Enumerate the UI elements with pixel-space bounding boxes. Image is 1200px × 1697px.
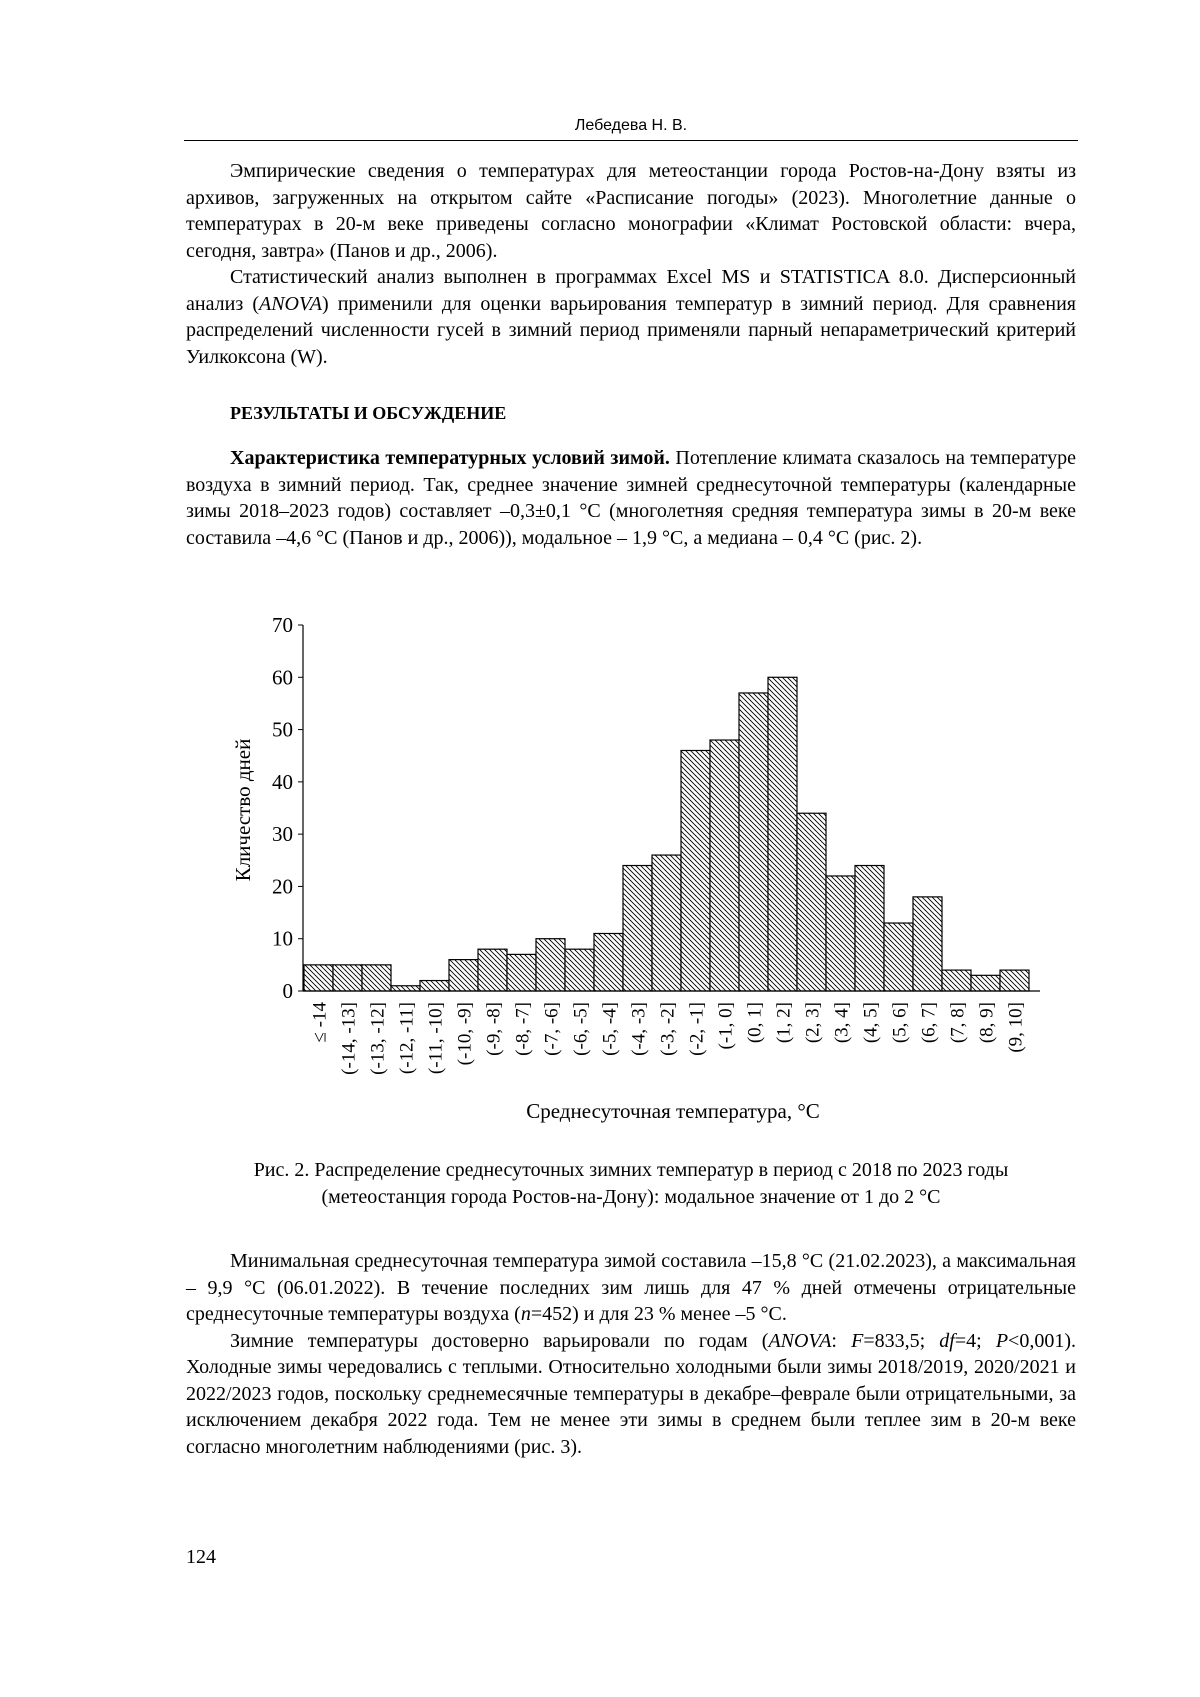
intro-p2-text-b: ) применили для оценки варьирования температур в зимний период. Для сравнения распределений численности гусей в зимний период применяли парный непараметрический критерий Уилкоксона (W). <box>186 292 1076 368</box>
bar-19 <box>855 866 884 991</box>
results-p1-text: Потепление климата сказалось на температуре воздуха в зимний период. Так, среднее значение зимней среднесуточной температуры (календарные зимы 2018–2023 годов) составляет –0,3±0,1 °C (многолетняя средняя температура зимы в 20-м веке составила –4,6 °C (Панов и др., 2006)), модальное – 1,9 °C, а медиана – 0,4 °C (рис. 2). <box>186 447 1076 549</box>
caption-line-1: Рис. 2. Распределение среднесуточных зимних температур в период с 2018 по 2023 годы <box>253 1159 1009 1181</box>
y-tick-label: 40 <box>272 769 293 794</box>
section-heading: РЕЗУЛЬТАТЫ И ОБСУЖДЕНИЕ <box>230 403 507 423</box>
x-tick-label: (-1, 0] <box>715 1002 737 1050</box>
bar-11 <box>623 866 652 991</box>
bar-8 <box>536 939 565 991</box>
f-symbol: F <box>851 1329 864 1352</box>
bar-20 <box>884 923 913 991</box>
x-tick-label: (6, 7] <box>918 1002 940 1044</box>
x-tick-label: (9, 10] <box>1005 1002 1027 1053</box>
x-tick-label: (-12, -11] <box>396 1002 418 1075</box>
figure-caption <box>184 1157 1078 1211</box>
x-tick-labels <box>310 1002 1027 1075</box>
after-p1-text-a: Минимальная среднесуточная температура зимой составила –15,8 °C (21.02.2023), а максимальная – 9,9 °C (06.01.2022). В течение последних зим лишь для 47 % дней отмечены отрицательные среднесуточные температуры воздуха ( <box>186 1250 1076 1325</box>
bar-16 <box>768 677 797 991</box>
x-tick-label: (2, 3] <box>802 1002 824 1044</box>
x-tick-label: (7, 8] <box>947 1002 969 1044</box>
x-tick-label: (-10, -9] <box>454 1002 476 1066</box>
y-tick-label: 50 <box>272 717 293 742</box>
intro-paragraph-1: Эмпирические сведения о температурах для метеостанции города Ростов-на-Дону взяты из архивов, загруженных на открытом сайте «Расписание погоды» (2023). Многолетние данные о температурах в 20-м веке приведены согласно монографии «Климат Ростовской области: вчера, сегодня, завтра» (Панов и др., 2006). <box>186 160 1076 262</box>
x-tick-label: (-13, -12] <box>367 1002 389 1075</box>
bar-15 <box>739 693 768 991</box>
subsection-heading: Характеристика температурных условий зимой. <box>230 447 670 469</box>
bar-9 <box>565 949 594 991</box>
y-tick-label: 30 <box>272 822 293 847</box>
p-symbol: P <box>995 1329 1009 1352</box>
bar-3 <box>391 986 420 991</box>
anova-term: ANOVA <box>768 1329 832 1352</box>
x-tick-label: (3, 4] <box>831 1002 853 1044</box>
x-tick-label: ≤ -14 <box>309 1002 331 1043</box>
intro-p2-text-a: Статистический анализ выполнен в программах Excel MS и STATISTICA 8.0. Дисперсионный анализ ( <box>186 266 1076 315</box>
x-tick-label: (4, 5] <box>860 1002 882 1044</box>
bar-5 <box>449 960 478 991</box>
x-tick-label: (-14, -13] <box>338 1002 360 1075</box>
x-tick-label: (-5, -4] <box>599 1002 621 1056</box>
intro-text <box>186 158 1076 370</box>
running-header: Лебедева Н. В. <box>574 117 688 134</box>
y-tick-label: 0 <box>282 979 293 1003</box>
bar-17 <box>797 813 826 991</box>
x-tick-label: (-6, -5] <box>570 1002 592 1056</box>
x-tick-label: (1, 2] <box>773 1002 795 1044</box>
bar-13 <box>681 750 710 991</box>
bar-24 <box>1000 970 1029 991</box>
bar-12 <box>652 855 681 991</box>
x-tick-label: (-3, -2] <box>657 1002 679 1056</box>
x-tick-label: (8, 9] <box>976 1002 998 1044</box>
bar-6 <box>478 949 507 991</box>
results-paragraph-1 <box>186 445 1076 551</box>
bar-22 <box>942 970 971 991</box>
histogram-chart <box>215 610 1055 1130</box>
caption-line-2: (метеостанция города Ростов-на-Дону): модальное значение от 1 до 2 °C <box>321 1186 941 1208</box>
bars-group <box>304 677 1029 991</box>
after-p2-text-c: =833,5; <box>863 1329 940 1352</box>
bar-23 <box>971 975 1000 991</box>
after-p1-text-b: =452) и для 23 % менее –5 °C. <box>530 1303 787 1325</box>
x-tick-label: (5, 6] <box>889 1002 911 1044</box>
bar-0 <box>304 965 333 991</box>
after-paragraph-1 <box>186 1248 1076 1328</box>
y-tick-label: 60 <box>272 665 293 690</box>
x-tick-label: (0, 1] <box>744 1002 766 1044</box>
bar-18 <box>826 876 855 991</box>
x-tick-label: (-8, -7] <box>512 1002 534 1056</box>
bar-14 <box>710 740 739 991</box>
bar-2 <box>362 965 391 991</box>
intro-paragraph-2 <box>186 264 1076 370</box>
after-p2-text-e: <0,001). Холодные зимы чередовались с теплыми. Относительно холодными были зимы 2018/2019, 2020/2021 и 2022/2023 годов, поскольку среднемесячные температуры в декабре–феврале были отрицательными, за исключением декабря 2022 года. Тем не менее эти зимы в среднем были теплее зим в 20-м веке согласно многолетним наблюдениями (рис. 3). <box>186 1329 1076 1458</box>
y-axis-ticks <box>272 613 303 1003</box>
x-tick-label: (-9, -8] <box>483 1002 505 1056</box>
y-tick-label: 10 <box>272 926 293 951</box>
bar-7 <box>507 954 536 991</box>
after-p2-text-b: : <box>831 1329 852 1352</box>
x-axis-label: Среднесуточная температура, °C <box>526 1099 820 1123</box>
df-symbol: df <box>939 1329 955 1352</box>
x-tick-label: (-2, -1] <box>686 1002 708 1056</box>
x-tick-label: (-7, -6] <box>541 1002 563 1056</box>
header-rule <box>184 140 1078 141</box>
x-tick-label: (-4, -3] <box>628 1002 650 1056</box>
page-number: 124 <box>186 1546 216 1568</box>
y-axis-label: Кличество дней <box>231 738 255 882</box>
anova-term: ANOVA <box>259 292 322 315</box>
n-symbol: n <box>520 1303 531 1325</box>
bar-21 <box>913 897 942 991</box>
y-tick-label: 70 <box>272 613 293 637</box>
after-p2-text-d: =4; <box>954 1329 996 1352</box>
bar-1 <box>333 965 362 991</box>
bar-4 <box>420 981 449 991</box>
bar-10 <box>594 933 623 991</box>
y-tick-label: 20 <box>272 874 293 899</box>
after-p2-text-a: Зимние температуры достоверно варьировали по годам ( <box>230 1329 769 1352</box>
results-text <box>186 445 1076 551</box>
after-paragraph-2 <box>186 1328 1076 1461</box>
after-text <box>186 1248 1076 1460</box>
x-tick-label: (-11, -10] <box>425 1002 447 1075</box>
